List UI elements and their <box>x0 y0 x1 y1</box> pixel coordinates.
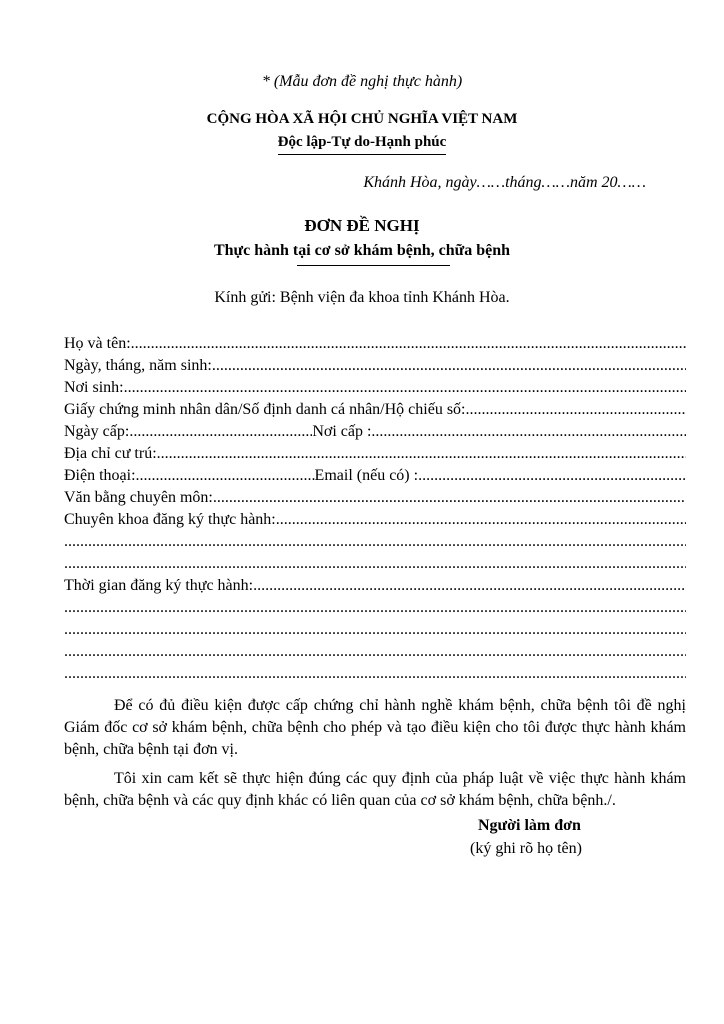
form-note: * (Mẫu đơn đề nghị thực hành) <box>261 73 463 90</box>
field-specialty-extra-1[interactable] <box>64 531 686 553</box>
field-dob[interactable] <box>64 355 686 377</box>
field-specialty[interactable] <box>64 509 686 531</box>
fill-line[interactable] <box>136 465 315 487</box>
fill-line[interactable] <box>129 421 312 443</box>
field-address[interactable] <box>64 443 686 465</box>
field-label: Văn bằng chuyên môn: <box>64 489 213 506</box>
field-full-name[interactable] <box>64 333 686 355</box>
subtitle-underline <box>297 265 450 266</box>
field-birthplace[interactable] <box>64 377 686 399</box>
fill-line[interactable] <box>253 575 686 597</box>
fill-line[interactable] <box>64 619 686 641</box>
recipient-line: Kính gửi: Bệnh viện đa khoa tỉnh Khánh Hòa. <box>214 289 510 306</box>
field-practice-extra-3[interactable] <box>64 641 686 663</box>
fill-line[interactable] <box>131 333 686 355</box>
field-specialty-extra-2[interactable] <box>64 553 686 575</box>
fill-line[interactable] <box>418 465 686 487</box>
fill-line[interactable] <box>371 421 686 443</box>
fill-line[interactable] <box>276 509 686 531</box>
field-label: Họ và tên: <box>64 335 131 352</box>
document-title: ĐƠN ĐỀ NGHỊ <box>304 216 420 235</box>
fill-line[interactable] <box>64 641 686 663</box>
fill-line[interactable] <box>157 443 686 465</box>
fill-line[interactable] <box>64 663 686 685</box>
field-issue-date-place[interactable] <box>64 421 686 443</box>
field-label: Giấy chứng minh nhân dân/Số định danh cá nhân/Hộ chiếu số: <box>64 401 466 418</box>
fill-line[interactable] <box>64 597 686 619</box>
field-label: Địa chỉ cư trú: <box>64 445 157 462</box>
field-label: Điện thoại: <box>64 467 136 484</box>
fill-line[interactable] <box>64 531 686 553</box>
field-practice-extra-1[interactable] <box>64 597 686 619</box>
fill-line[interactable] <box>465 399 686 421</box>
national-motto: Độc lập-Tự do-Hạnh phúc <box>278 134 447 155</box>
field-id-number[interactable] <box>64 399 686 421</box>
field-practice-extra-4[interactable] <box>64 663 686 685</box>
field-label: Nơi cấp : <box>312 423 372 440</box>
form-fields <box>64 333 686 685</box>
fill-line[interactable] <box>212 355 686 377</box>
country-name: CỘNG HÒA XÃ HỘI CHỦ NGHĨA VIỆT NAM <box>206 111 518 127</box>
document-subtitle: Thực hành tại cơ sở khám bệnh, chữa bệnh <box>213 242 511 259</box>
field-label: Email (nếu có) : <box>314 467 419 484</box>
fill-line[interactable] <box>64 553 686 575</box>
signer-title: Người làm đơn <box>478 817 581 834</box>
place-date: Khánh Hòa, ngày……tháng……năm 20…… <box>363 174 646 191</box>
field-label: Ngày cấp: <box>64 423 130 440</box>
fill-line[interactable] <box>213 487 686 509</box>
motto-container <box>0 133 724 155</box>
signature-note: (ký ghi rõ họ tên) <box>470 840 582 857</box>
field-practice-extra-2[interactable] <box>64 619 686 641</box>
request-paragraph: Để có đủ điều kiện được cấp chứng chỉ hành nghề khám bệnh, chữa bệnh tôi đề nghị Giám đốc cơ sở khám bệnh, chữa bệnh cho phép và tạo điều kiện cho tôi được thực hành khám bệnh, chữa bệnh tại đơn vị. <box>64 697 686 758</box>
field-phone-email[interactable] <box>64 465 686 487</box>
field-degree[interactable] <box>64 487 686 509</box>
subtitle-container <box>0 242 724 260</box>
commitment-paragraph: Tôi xin cam kết sẽ thực hiện đúng các quy định của pháp luật về việc thực hành khám bệnh, chữa bệnh và các quy định khác có liên quan của cơ sở khám bệnh, chữa bệnh./. <box>64 770 686 809</box>
field-label: Chuyên khoa đăng ký thực hành: <box>64 511 276 528</box>
field-label: Nơi sinh: <box>64 379 124 396</box>
fill-line[interactable] <box>124 377 686 399</box>
field-label: Thời gian đăng ký thực hành: <box>64 577 254 594</box>
field-label: Ngày, tháng, năm sinh: <box>64 357 212 374</box>
field-practice-time[interactable] <box>64 575 686 597</box>
